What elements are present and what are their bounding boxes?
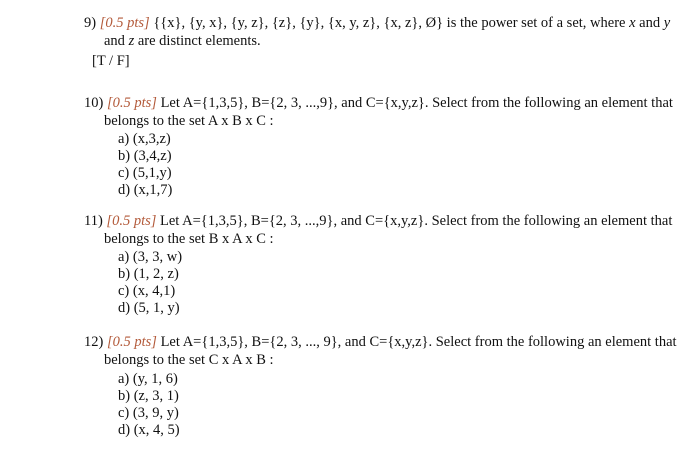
question-9-statement: {{x}, {y, x}, {y, z}, {z}, {y}, {x, y, z}, {x, z}, Ø} is the power set of a set, where (153, 15, 626, 31)
question-9-points: [0.5 pts] (99, 15, 150, 31)
question-12-points: [0.5 pts] (106, 334, 157, 350)
question-12-line-2: belongs to the set C x A x B : (104, 352, 274, 368)
question-12-line-1 (84, 333, 677, 351)
question-9-line-2 (104, 32, 261, 50)
option-b[interactable]: b) (3,4,z) (118, 148, 172, 164)
question-10-number: 10) (84, 95, 104, 111)
option-b[interactable]: b) (z, 3, 1) (118, 388, 179, 404)
var-x: x (629, 15, 636, 31)
question-10-line-2: belongs to the set A x B x C : (104, 113, 274, 129)
question-11-line-1 (84, 212, 672, 230)
true-false-choice[interactable]: [T / F] (92, 53, 130, 69)
question-9-line-1 (84, 14, 670, 32)
question-9-number: 9) (84, 15, 97, 31)
question-11-line-2: belongs to the set B x A x C : (104, 231, 274, 247)
option-d[interactable]: d) (5, 1, y) (118, 300, 180, 316)
question-11-number: 11) (84, 213, 103, 229)
question-10-points: [0.5 pts] (106, 95, 157, 111)
question-12-statement: Let A={1,3,5}, B={2, 3, ..., 9}, and C={x,y,z}. Select from the following an element that (160, 334, 677, 350)
question-10-line-1 (84, 94, 673, 112)
option-c[interactable]: c) (5,1,y) (118, 165, 172, 181)
question-10-statement: Let A={1,3,5}, B={2, 3, ...,9}, and C={x,y,z}. Select from the following an element that (160, 95, 673, 111)
var-y: y (663, 15, 671, 31)
option-b[interactable]: b) (1, 2, z) (118, 266, 179, 282)
var-z: z (128, 33, 135, 49)
and-word: and (104, 33, 129, 49)
option-c[interactable]: c) (3, 9, y) (118, 405, 179, 421)
option-c[interactable]: c) (x, 4,1) (118, 283, 176, 299)
question-12-number: 12) (84, 334, 104, 350)
option-a[interactable]: a) (x,3,z) (118, 131, 171, 147)
option-d[interactable]: d) (x, 4, 5) (118, 422, 180, 438)
question-11-statement: Let A={1,3,5}, B={2, 3, ...,9}, and C={x,y,z}. Select from the following an element that (160, 213, 673, 229)
option-a[interactable]: a) (y, 1, 6) (118, 371, 178, 387)
question-11-points: [0.5 pts] (106, 213, 157, 229)
option-d[interactable]: d) (x,1,7) (118, 182, 173, 198)
and-word: and (635, 15, 664, 31)
question-9-statement-end: are distinct elements. (134, 33, 261, 49)
option-a[interactable]: a) (3, 3, w) (118, 249, 183, 265)
